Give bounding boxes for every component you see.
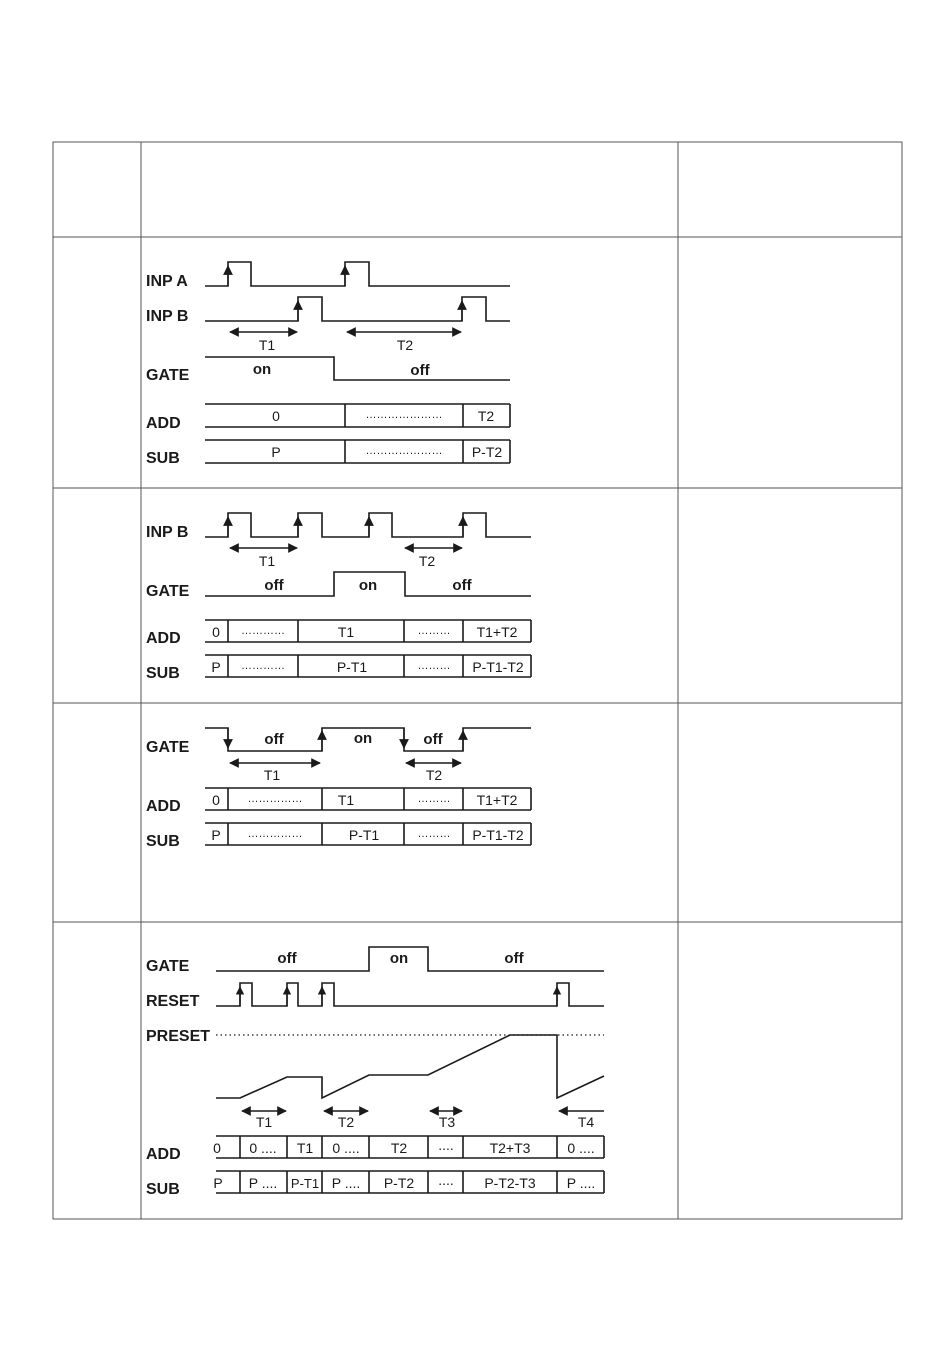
row4-add-cell: T2+T3	[489, 1140, 531, 1156]
row-3-diagram	[146, 728, 531, 850]
row4-label-preset: PRESET	[146, 1028, 211, 1045]
row3-sub-register	[205, 823, 531, 845]
row4-add-cell: ....	[438, 1137, 454, 1153]
row3-gate-state-on: on	[353, 730, 373, 747]
row1-sub-cell: P	[271, 444, 281, 460]
row4-add-cell: 0 ....	[249, 1140, 277, 1156]
row2-add-cell: T1+T2	[476, 624, 518, 640]
row1-sub-cell: …………………	[365, 445, 443, 457]
row3-add-cell: T1+T2	[476, 792, 518, 808]
row1-t2-label: T2	[396, 337, 414, 353]
row3-gate-state-off: off	[423, 731, 443, 748]
row4-add-cell: T1	[296, 1140, 314, 1156]
row1-t1-label: T1	[258, 337, 276, 353]
row4-wave-gate	[216, 947, 604, 971]
row2-label-sub: SUB	[146, 665, 180, 682]
row3-gate-state-off: off	[264, 731, 284, 748]
row4-t4-label: T4	[577, 1114, 595, 1130]
row2-t1-label: T1	[258, 553, 276, 569]
row2-gate-state-on: on	[358, 577, 378, 594]
row2-label-inp-b: INP B	[146, 524, 189, 541]
row4-label-gate: GATE	[146, 958, 190, 975]
row1-label-add: ADD	[146, 415, 181, 432]
row4-gate-state-off: off	[504, 950, 524, 967]
row4-sub-cell: P ....	[331, 1175, 361, 1191]
row2-sub-cell: P-T1-T2	[472, 659, 524, 675]
row2-gate-state-off: off	[452, 577, 472, 594]
row3-add-cell: ………	[417, 793, 451, 805]
row4-add-cell: 0 ....	[567, 1140, 595, 1156]
row1-gate-state-off: off	[410, 362, 430, 379]
row1-sub-cell: P-T2	[471, 444, 503, 460]
row1-wave-gate	[205, 357, 510, 380]
row4-sub-register	[213, 1171, 604, 1193]
row3-label-gate: GATE	[146, 739, 190, 756]
row3-add-register	[205, 788, 531, 810]
row2-wave-inp-b	[205, 513, 531, 537]
row3-sub-cell: P-T1	[348, 827, 380, 843]
row1-gate-state-on: on	[252, 361, 272, 378]
row3-add-cell: T1	[337, 792, 355, 808]
row4-t3-label: T3	[438, 1114, 456, 1130]
row2-gate-state-off: off	[264, 577, 284, 594]
row4-gate-state-off: off	[277, 950, 297, 967]
row3-label-sub: SUB	[146, 833, 180, 850]
row1-wave-inp-a	[205, 262, 510, 286]
row1-label-inp-a: INP A	[146, 273, 188, 290]
row4-label-sub: SUB	[146, 1181, 180, 1198]
row2-sub-cell: …………	[241, 660, 285, 672]
row-1-diagram	[146, 262, 510, 467]
row2-sub-register	[205, 655, 531, 677]
row4-counter-ramp	[216, 1035, 604, 1098]
row3-t2-label: T2	[425, 767, 443, 783]
row4-wave-reset	[216, 983, 604, 1006]
row3-sub-cell: P	[211, 827, 221, 843]
row4-sub-cell: P	[213, 1175, 223, 1191]
row1-label-inp-b: INP B	[146, 308, 189, 325]
row2-add-register	[205, 620, 531, 642]
row1-add-register	[205, 404, 510, 427]
row4-t2-label: T2	[337, 1114, 355, 1130]
row4-gate-state-on: on	[389, 950, 409, 967]
row2-add-cell: T1	[337, 624, 355, 640]
row4-add-register	[213, 1136, 604, 1158]
row3-sub-cell: P-T1-T2	[472, 827, 524, 843]
row1-add-cell: T2	[477, 408, 495, 424]
row4-sub-cell: P-T2	[383, 1175, 415, 1191]
row3-label-add: ADD	[146, 798, 181, 815]
row-2-diagram	[146, 513, 531, 682]
row2-label-add: ADD	[146, 630, 181, 647]
row4-sub-cell: ....	[438, 1172, 454, 1188]
row3-add-cell: 0	[212, 792, 220, 808]
row1-wave-inp-b	[205, 297, 510, 321]
row2-t2-label: T2	[418, 553, 436, 569]
row1-label-sub: SUB	[146, 450, 180, 467]
row4-t1-label: T1	[255, 1114, 273, 1130]
row3-t1-label: T1	[263, 767, 281, 783]
row4-add-cell: T2	[390, 1140, 408, 1156]
row2-add-cell: ………	[417, 625, 451, 637]
row4-label-add: ADD	[146, 1146, 181, 1163]
row1-add-cell: …………………	[365, 409, 443, 421]
row2-edge-arrows	[228, 517, 463, 537]
row-4-diagram	[146, 947, 604, 1198]
row4-add-cell: 0 ....	[332, 1140, 360, 1156]
row4-sub-cell: P ....	[248, 1175, 278, 1191]
row4-sub-cell: P-T1	[290, 1176, 320, 1191]
row2-sub-cell: P-T1	[336, 659, 368, 675]
row4-label-reset: RESET	[146, 993, 200, 1010]
row3-add-cell: ……………	[247, 793, 303, 805]
row1-add-cell: 0	[272, 408, 280, 424]
row1-sub-register	[205, 440, 510, 463]
table-grid	[53, 142, 902, 1219]
row4-add-cell: 0	[213, 1140, 221, 1156]
row1-label-gate: GATE	[146, 367, 190, 384]
row2-sub-cell: P	[211, 659, 221, 675]
row2-add-cell: …………	[241, 625, 285, 637]
row2-label-gate: GATE	[146, 583, 190, 600]
row2-add-cell: 0	[212, 624, 220, 640]
row1-edge-arrows	[228, 266, 462, 321]
row4-sub-cell: P ....	[566, 1175, 596, 1191]
row3-sub-cell: ……………	[247, 828, 303, 840]
row2-sub-cell: ………	[417, 660, 451, 672]
row3-sub-cell: ………	[417, 828, 451, 840]
row4-edge-arrows	[240, 987, 557, 1006]
row4-sub-cell: P-T2-T3	[484, 1175, 536, 1191]
